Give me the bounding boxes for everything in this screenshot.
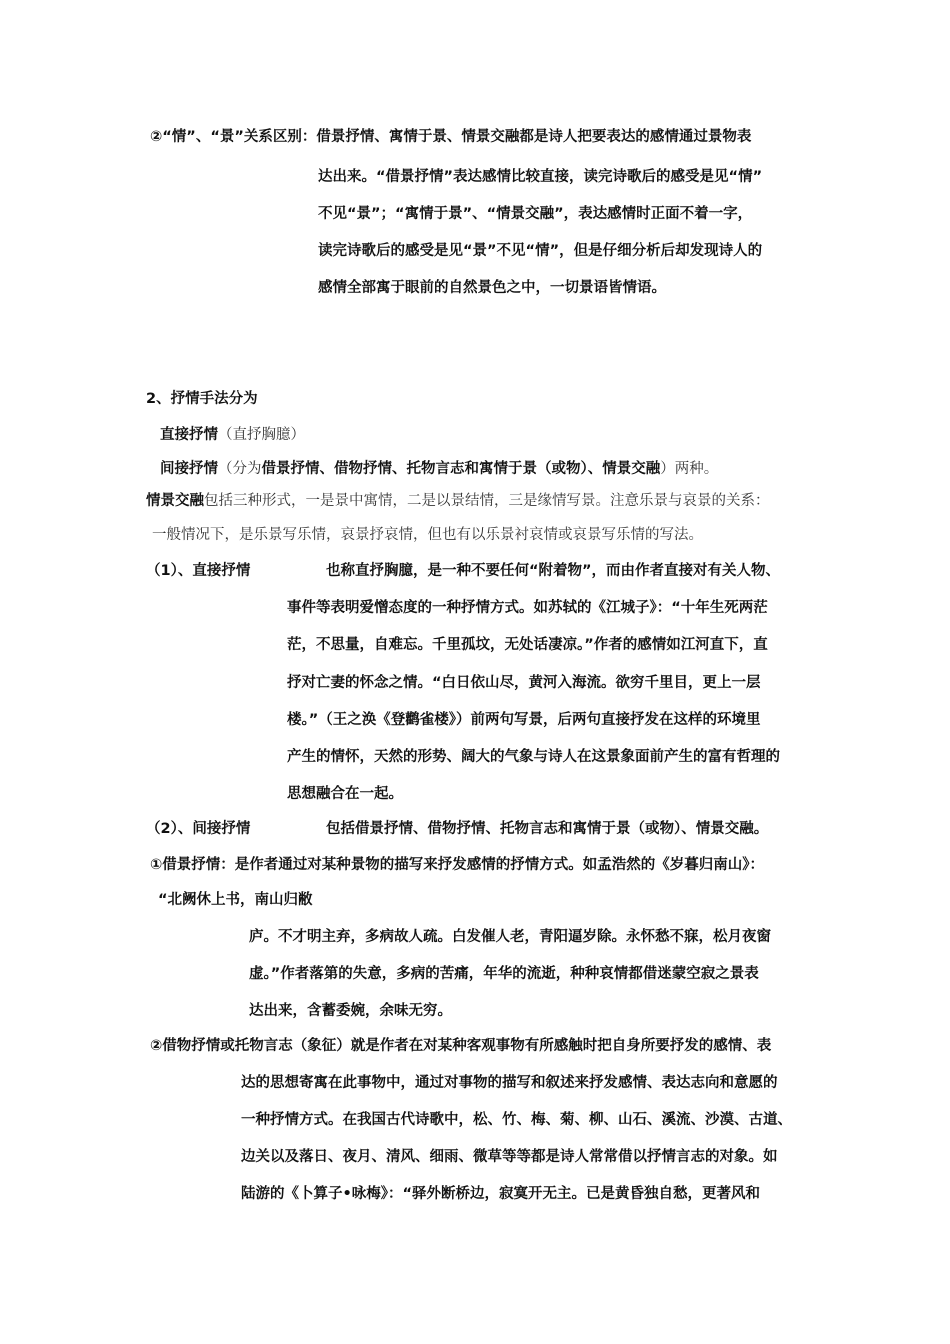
indirect-lyric-list: 借景抒情、借物抒情、托物言志和寓情于景（或物）、情景交融 bbox=[261, 461, 661, 477]
object-lyric-line-1: 达的思想寄寓在此事物中，通过对事物的描写和叙述来抒发感情、表达志向和意愿的 bbox=[241, 1075, 778, 1091]
object-lyric-lead: ②借物抒情或托物言志（象征）就是作者在对某种客观事物有所感触时把自身所要抒发的感情、表 bbox=[150, 1038, 772, 1054]
section-heading: 2、抒情手法分为 bbox=[146, 391, 258, 407]
indirect-lyric-label: 间接抒情 bbox=[160, 461, 218, 477]
blend-label: 情景交融 bbox=[146, 493, 204, 509]
contrast-lead-line: ②“情”、“景”关系区别：借景抒情、寓情于景、情景交融都是诗人把要表达的感情通过景物表 bbox=[150, 129, 752, 145]
object-lyric-line-2: 一种抒情方式。在我国古代诗歌中，松、竹、梅、菊、柳、山石、溪流、沙漠、古道、 bbox=[241, 1112, 792, 1128]
blend-line bbox=[146, 491, 770, 511]
indirect-lyric-note-close: ）两种。 bbox=[660, 461, 719, 477]
direct-lyric-note: （直抒胸臆） bbox=[218, 427, 305, 443]
scene-lyric-quote-start: “北阙休上书，南山归敝 bbox=[158, 892, 313, 908]
indirect-section-text: 包括借景抒情、借物抒情、托物言志和寓情于景（或物）、情景交融。 bbox=[326, 821, 769, 837]
direct-lyric-line bbox=[160, 425, 305, 445]
contrast-line-4: 感情全部寓于眼前的自然景色之中，一切景语皆情语。 bbox=[318, 280, 666, 296]
direct-section-first-line: 也称直抒胸臆，是一种不要任何“附着物”，而由作者直接对有关人物、 bbox=[326, 563, 781, 579]
contrast-line-1: 达出来。“借景抒情”表达感情比较直接，读完诗歌后的感受是见“情” bbox=[318, 169, 763, 185]
direct-section-line-6: 思想融合在一起。 bbox=[287, 786, 403, 802]
direct-lyric-label: 直接抒情 bbox=[160, 427, 218, 443]
direct-section-label: （1）、直接抒情 bbox=[146, 563, 251, 579]
indirect-lyric-note-open: （分为 bbox=[218, 461, 262, 477]
direct-section-line-2: 茫，不思量，自难忘。千里孤坟，无处话凄凉。”作者的感情如江河直下，直 bbox=[287, 637, 768, 653]
direct-section-line-5: 产生的情怀，天然的形势、阔大的气象与诗人在这景象面前产生的富有哲理的 bbox=[287, 749, 780, 765]
scene-lyric-line-1: 庐。不才明主弃，多病故人疏。白发催人老，青阳逼岁除。永怀愁不寐，松月夜窗 bbox=[249, 929, 771, 945]
direct-section-line-3: 抒对亡妻的怀念之情。“白日依山尽，黄河入海流。欲穷千里目，更上一层 bbox=[287, 675, 761, 691]
scene-lyric-lead: ①借景抒情：是作者通过对某种景物的描写来抒发感情的抒情方式。如孟浩然的《岁暮归南山》： bbox=[150, 857, 765, 873]
blend-line-2: 一般情况下，是乐景写乐情，哀景抒哀情，但也有以乐景衬哀情或哀景写乐情的写法。 bbox=[152, 527, 703, 543]
direct-section-line-4: 楼。”（王之涣《登鹳雀楼》）前两句写景，后两句直接抒发在这样的环境里 bbox=[287, 712, 761, 728]
object-lyric-line-3: 边关以及落日、夜月、清风、细雨、微草等等都是诗人常常借以抒情言志的对象。如 bbox=[241, 1149, 778, 1165]
contrast-line-3: 读完诗歌后的感受是见“景”不见“情”，但是仔细分析后却发现诗人的 bbox=[318, 243, 763, 259]
contrast-line-2: 不见“景”；“寓情于景”、“情景交融”，表达感情时正面不着一字， bbox=[318, 206, 753, 222]
blend-text: 包括三种形式，一是景中寓情，二是以景结情，三是缘情写景。注意乐景与哀景的关系： bbox=[204, 493, 770, 509]
scene-lyric-line-3: 达出来，含蓄委婉，余味无穷。 bbox=[249, 1003, 452, 1019]
direct-section-line-1: 事件等表明爱憎态度的一种抒情方式。如苏轼的《江城子》：“十年生死两茫 bbox=[287, 600, 768, 616]
scene-lyric-line-2: 虚。”作者落第的失意，多病的苦痛，年华的流逝，种种哀情都借迷蒙空寂之景表 bbox=[249, 966, 759, 982]
indirect-lyric-line bbox=[160, 459, 718, 479]
object-lyric-line-4: 陆游的《卜算子•咏梅》：“驿外断桥边，寂寞开无主。已是黄昏独自愁，更著风和 bbox=[241, 1186, 761, 1202]
indirect-section-label: （2）、间接抒情 bbox=[146, 821, 251, 837]
